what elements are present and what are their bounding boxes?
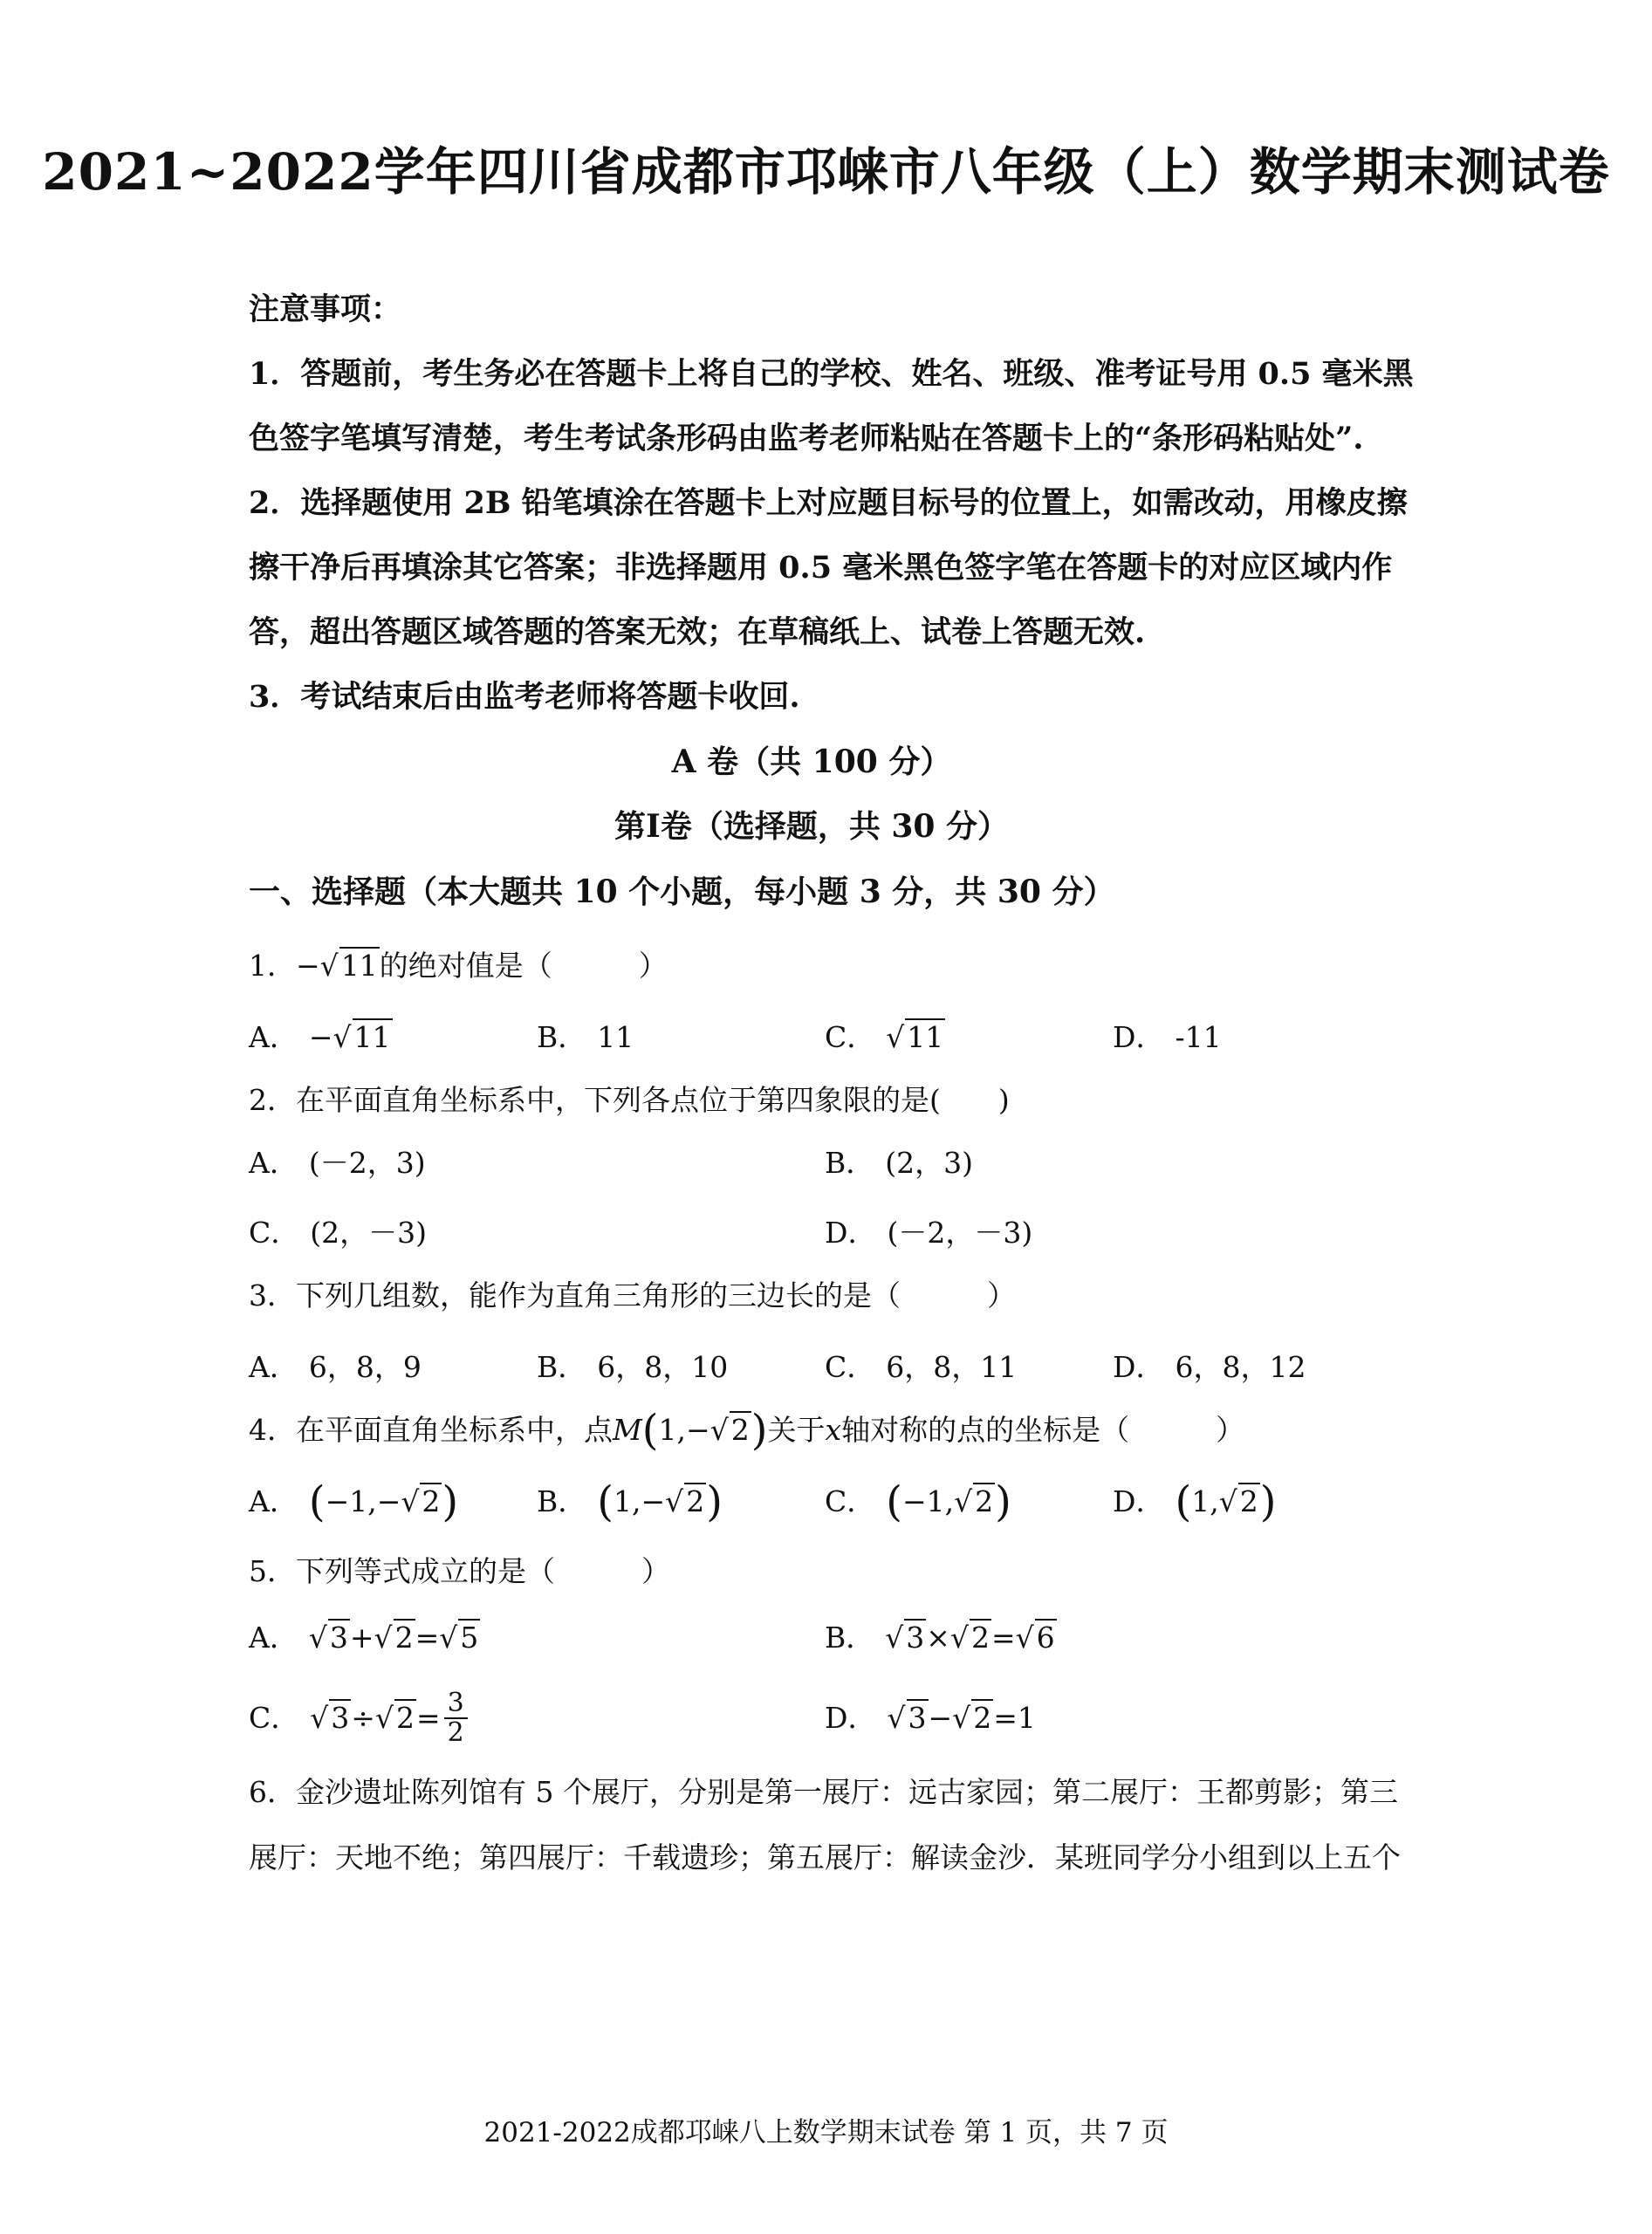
option-b[interactable] (537, 1016, 825, 1059)
option-a[interactable] (249, 1616, 825, 1660)
radicand: 2 (970, 1621, 990, 1655)
option-text: (－2，－3) (887, 1216, 1033, 1250)
question-4-options (249, 1477, 1418, 1526)
sqrt-expression: √2 (665, 1484, 705, 1518)
option-c[interactable] (825, 1016, 1113, 1059)
question-5-options (249, 1616, 1418, 1747)
question-3-options (249, 1346, 1418, 1389)
option-label: D． (1113, 1020, 1165, 1054)
radicand: 6 (1036, 1621, 1055, 1655)
operator: − (928, 1701, 953, 1735)
option-label: C． (825, 1350, 876, 1384)
radicand: 2 (973, 1701, 992, 1735)
option-text: 6，8，12 (1175, 1350, 1306, 1384)
option-label: B． (537, 1350, 587, 1384)
option-label: A． (249, 1146, 298, 1180)
radicand: 2 (686, 1484, 705, 1518)
sqrt-expression: √11 (332, 1020, 391, 1054)
radicand: 2 (422, 1484, 441, 1518)
exam-body (249, 278, 1418, 1890)
note-item-2: 2．选择题使用 2B 铅笔填涂在答题卡上对应题目标号的位置上，如需改动，用橡皮擦擦干净后再填涂其它答案；非选择题用 0.5 毫米黑色签字笔在答题卡的对应区域内作答，超出答题区域答题的答案无效；在草稿纸上、试卷上答题无效. (249, 485, 1408, 650)
equals-sign: = (993, 1701, 1018, 1735)
equals-sign: = (991, 1621, 1016, 1655)
minus-sign: − (296, 949, 320, 983)
question-6-line-2: 展厅：天地不绝；第四展厅：千载遗珍；第五展厅：解读金沙．某班同学分小组到以上五个 (249, 1840, 1401, 1874)
radicand: 11 (340, 949, 378, 983)
option-text: (2，－3) (310, 1216, 427, 1250)
question-text: 的绝对值是（ ） (379, 949, 668, 983)
question-4: 4．在平面直角坐标系中，点M(1,−√2)关于x轴对称的点的坐标是（ ） (249, 1406, 1245, 1455)
sqrt-expression: √3 (885, 1621, 925, 1655)
option-text: -11 (1175, 1020, 1222, 1054)
option-a[interactable]: A． ( −1, − √2 ) (249, 1477, 459, 1526)
option-d[interactable] (1113, 1016, 1401, 1059)
note-item-1: 1．答题前，考生务必在答题卡上将自己的学校、姓名、班级、准考证号用 0.5 毫米黑色签字笔填写清楚，考生考试条形码由监考老师粘贴在答题卡上的“条形码粘贴处”. (249, 356, 1414, 456)
option-label: C． (249, 1701, 300, 1735)
notes-section (249, 278, 1418, 730)
operator: × (926, 1621, 950, 1655)
option-d[interactable] (825, 1211, 1401, 1255)
option-label: C． (825, 1484, 876, 1518)
sqrt-expression: √11 (886, 1020, 944, 1054)
question-3: 3．下列几组数，能作为直角三角形的三边长的是（ ） (249, 1278, 1016, 1312)
radicand: 3 (908, 1701, 927, 1735)
question-6-line-1: 6．金沙遗址陈列馆有 5 个展厅，分别是第一展厅：远古家园；第二展厅：王都剪影；第三 (249, 1775, 1398, 1809)
sqrt-expression: √2 (1218, 1484, 1258, 1518)
option-label: B． (537, 1020, 587, 1054)
option-label: D． (825, 1701, 877, 1735)
radicand: 3 (329, 1621, 348, 1655)
rhs-value: 1 (1017, 1701, 1036, 1735)
option-text: 6，8，10 (597, 1350, 729, 1384)
option-label: C． (825, 1020, 876, 1054)
question-5: 5．下列等式成立的是（ ） (249, 1554, 670, 1588)
option-b[interactable] (825, 1616, 1401, 1660)
option-d[interactable] (1113, 1346, 1401, 1389)
sqrt-expression: √3 (310, 1701, 350, 1735)
question-text: 轴对称的点的坐标是（ ） (841, 1413, 1245, 1447)
option-label: C． (249, 1216, 300, 1250)
sqrt-expression: √3 (308, 1621, 348, 1655)
radicand: 2 (394, 1621, 414, 1655)
sqrt-expression: √2 (401, 1484, 441, 1518)
radicand: 5 (460, 1621, 479, 1655)
coord-x: 1, (658, 1413, 687, 1447)
part-one-heading: 第Ⅰ卷（选择题，共 30 分） (614, 808, 1009, 845)
radicand: 3 (906, 1621, 925, 1655)
radicand: 2 (395, 1701, 415, 1735)
sqrt-expression: √2 (374, 1701, 415, 1735)
option-a[interactable] (249, 1141, 825, 1185)
sqrt-expression: √3 (887, 1701, 927, 1735)
option-b[interactable] (537, 1346, 825, 1389)
option-label: A． (249, 1621, 298, 1655)
option-label: B． (825, 1146, 875, 1180)
coord-x: 1, (614, 1484, 641, 1518)
option-text: (2，3) (885, 1146, 974, 1180)
minus-sign: − (641, 1484, 666, 1518)
option-text: (－2，3) (308, 1146, 426, 1180)
sqrt-expression: √2 (709, 1413, 750, 1447)
operator: ÷ (351, 1701, 375, 1735)
option-label: A． (249, 1484, 298, 1518)
option-a[interactable] (249, 1016, 537, 1059)
option-c[interactable] (825, 1346, 1113, 1389)
sqrt-expression: √2 (374, 1621, 414, 1655)
numerator: 3 (444, 1689, 468, 1719)
option-a[interactable] (249, 1346, 537, 1389)
option-label: B． (825, 1621, 875, 1655)
option-label: D． (1113, 1484, 1165, 1518)
question-text: 关于 (767, 1413, 826, 1447)
minus-sign: − (686, 1413, 710, 1447)
option-label: A． (249, 1020, 298, 1054)
point-label: M (613, 1413, 642, 1447)
option-label: A． (249, 1350, 298, 1384)
choice-section-heading: 一、选择题（本大题共 10 个小题，每小题 3 分，共 30 分） (249, 874, 1115, 910)
question-1 (249, 948, 1418, 984)
question-number: 1． (249, 949, 296, 983)
page-footer: 2021-2022成都邛崃八上数学期末试卷 第 1 页，共 7 页 (483, 2117, 1169, 2148)
option-b[interactable]: B． ( 1, − √2 ) (537, 1477, 723, 1526)
sqrt-expression: √2 (949, 1621, 990, 1655)
option-label: D． (1113, 1350, 1165, 1384)
option-label: D． (825, 1216, 877, 1250)
question-text: 4．在平面直角坐标系中，点 (249, 1413, 613, 1447)
coord-x: 1, (1191, 1484, 1219, 1518)
sqrt-expression: √2 (952, 1701, 992, 1735)
question-6 (249, 1759, 1418, 1890)
radicand: 3 (331, 1701, 350, 1735)
option-c[interactable] (249, 1211, 825, 1255)
radicand: 2 (730, 1413, 750, 1447)
minus-sign: − (376, 1484, 401, 1518)
denominator: 2 (447, 1717, 464, 1748)
note-item-3: 3．考试结束后由监考老师将答题卡收回. (249, 679, 800, 715)
radicand: 2 (975, 1484, 994, 1518)
axis-label: x (825, 1413, 842, 1447)
notes-heading: 注意事项： (249, 291, 402, 327)
option-text: 6，8，9 (308, 1350, 422, 1384)
option-d[interactable]: D． ( 1, √2 ) (1113, 1477, 1277, 1526)
option-b[interactable] (825, 1141, 1401, 1185)
question-1-options (249, 1016, 1418, 1059)
sqrt-expression: √5 (439, 1621, 479, 1655)
coord-x: −1, (901, 1484, 955, 1518)
sqrt-expression: √2 (954, 1484, 994, 1518)
page-title: 2021~2022学年四川省成都市邛崃市八年级（上）数学期末测试卷 (42, 142, 1610, 202)
equals-sign: = (415, 1621, 440, 1655)
coord-x: −1, (325, 1484, 377, 1518)
question-2-options (249, 1141, 1418, 1255)
option-d[interactable] (825, 1689, 1401, 1747)
radicand: 11 (907, 1020, 944, 1054)
sqrt-expression: √6 (1015, 1621, 1055, 1655)
option-c[interactable]: C． ( −1, √2 ) (825, 1477, 1011, 1526)
fraction (444, 1689, 468, 1747)
operator: + (349, 1621, 374, 1655)
option-text: 11 (597, 1020, 634, 1054)
equals-sign: = (415, 1701, 441, 1735)
option-c[interactable] (249, 1689, 825, 1747)
option-label: B． (537, 1484, 587, 1518)
radicand: 11 (353, 1020, 391, 1054)
radicand: 2 (1239, 1484, 1258, 1518)
question-2: 2．在平面直角坐标系中，下列各点位于第四象限的是( ) (249, 1083, 1010, 1117)
option-text: 6，8，11 (886, 1350, 1018, 1384)
sqrt-expression: √11 (319, 949, 378, 983)
minus-sign: − (308, 1020, 333, 1054)
section-a-heading: A 卷（共 100 分） (671, 744, 952, 780)
